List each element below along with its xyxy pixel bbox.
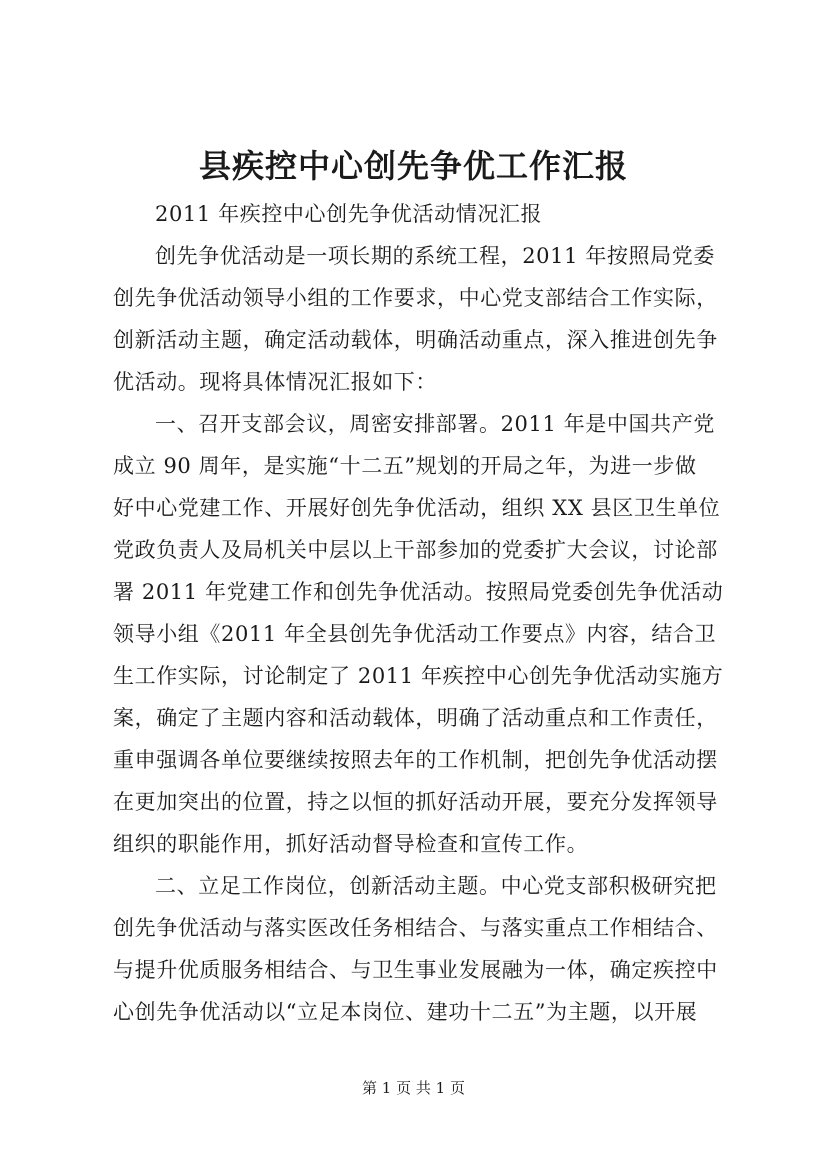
paragraph-line: 重申强调各单位要继续按照去年的工作机制，把创先争优活动摆 xyxy=(113,748,718,772)
paragraph-line: 优活动。现将具体情况汇报如下： xyxy=(113,370,437,394)
paragraph-line: 在更加突出的位置，持之以恒的抓好活动开展，要充分发挥领导 xyxy=(113,790,718,814)
paragraph-line: 党政负责人及局机关中层以上干部参加的党委扩大会议，讨论部 xyxy=(113,538,718,562)
page-number-footer: 第 1 页 共 1 页 xyxy=(362,1079,465,1097)
paragraph-line: 创先争优活动是一项长期的系统工程，2011 年按照局党委 xyxy=(155,244,715,268)
paragraph-line: 好中心党建工作、开展好创先争优活动，组织 XX 县区卫生单位 xyxy=(113,496,721,520)
paragraph-line: 心创先争优活动以“立足本岗位、建功十二五”为主题，以开展 xyxy=(113,1000,698,1024)
paragraph-line: 署 2011 年党建工作和创先争优活动。按照局党委创先争优活动 xyxy=(113,580,724,604)
paragraph-line: 一、召开支部会议，周密安排部署。2011 年是中国共产党 xyxy=(155,412,715,436)
paragraph-line: 与提升优质服务相结合、与卫生事业发展融为一体，确定疾控中 xyxy=(113,958,718,982)
paragraph-line: 组织的职能作用，抓好活动督导检查和宣传工作。 xyxy=(113,832,589,856)
paragraph-line: 二、立足工作岗位，创新活动主题。中心党支部积极研究把 xyxy=(155,874,717,898)
document-title: 县疾控中心创先争优工作汇报 xyxy=(198,147,628,185)
paragraph-line: 创新活动主题，确定活动载体，明确活动重点，深入推进创先争 xyxy=(113,328,718,352)
paragraph-line: 案，确定了主题内容和活动载体，明确了活动重点和工作责任， xyxy=(113,706,718,730)
paragraph-line: 2011 年疾控中心创先争优活动情况汇报 xyxy=(155,202,543,226)
paragraph-line: 创先争优活动与落实医改任务相结合、与落实重点工作相结合、 xyxy=(113,916,718,940)
paragraph-line: 创先争优活动领导小组的工作要求，中心党支部结合工作实际， xyxy=(113,286,718,310)
paragraph-line: 生工作实际，讨论制定了 2011 年疾控中心创先争优活动实施方 xyxy=(113,664,724,688)
paragraph-line: 成立 90 周年，是实施“十二五”规划的开局之年，为进一步做 xyxy=(113,454,697,478)
paragraph-line: 领导小组《2011 年全县创先争优活动工作要点》内容，结合卫 xyxy=(113,622,717,646)
